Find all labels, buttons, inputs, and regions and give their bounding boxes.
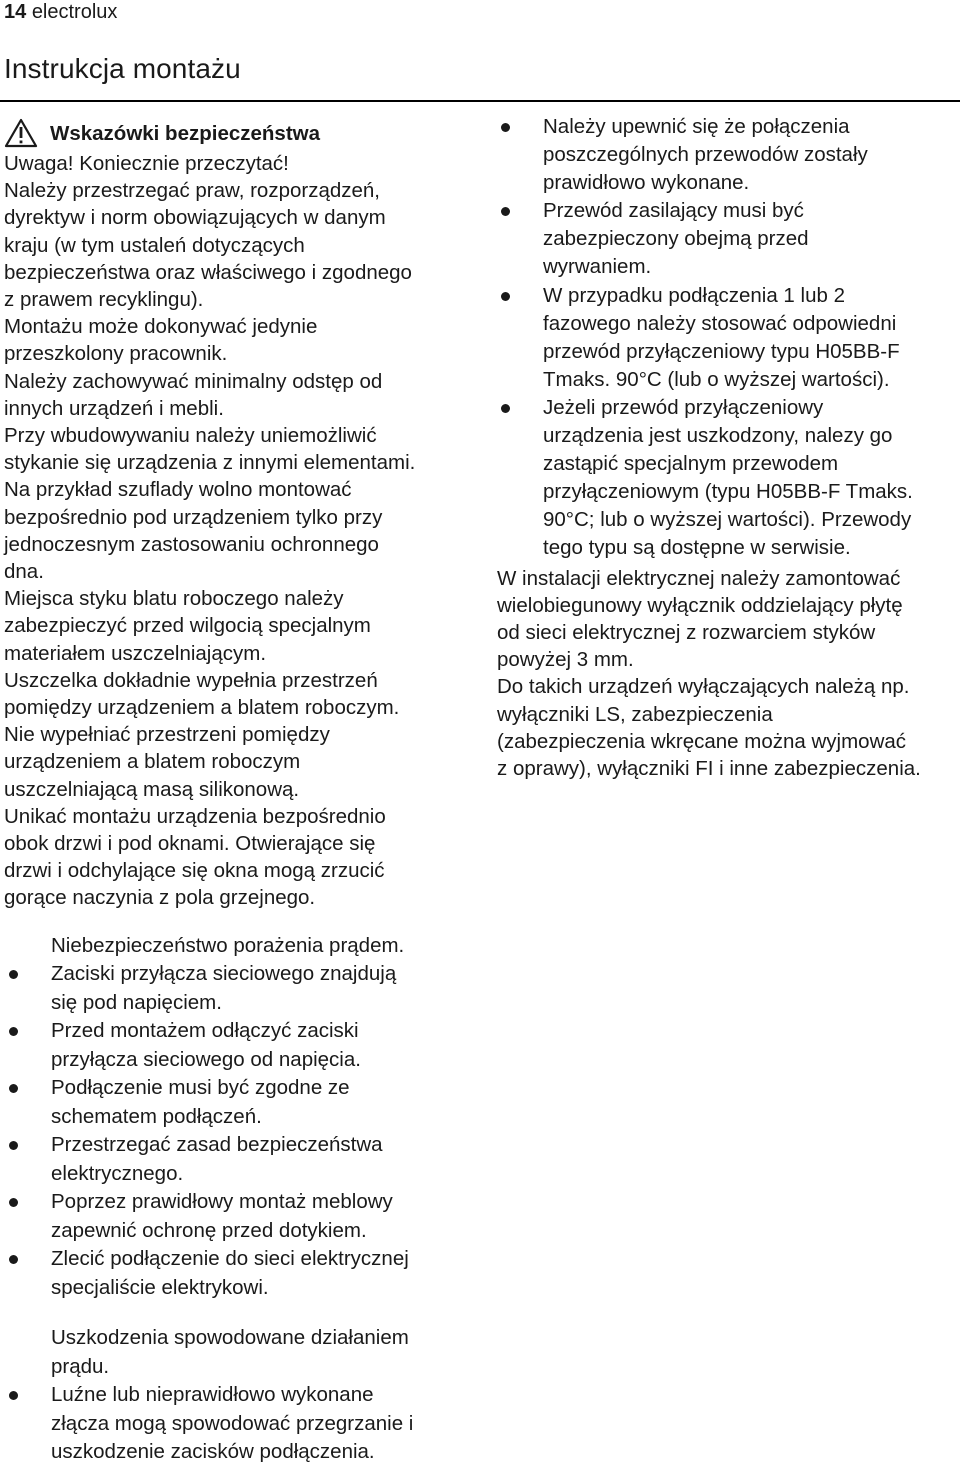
damage-danger-block (4, 1324, 474, 1467)
list-item-text: Przestrzegać zasad bezpieczeństwa elektrycznego. (51, 1133, 383, 1185)
bullet-icon (9, 970, 18, 979)
list-item-text: Poprzez prawidłowy montaż meblowy zapewnić ochronę przed dotykiem. (51, 1190, 393, 1242)
damage-danger-heading: Uszkodzenia spowodowane działaniem prądu. (51, 1326, 409, 1378)
electric-danger-list (51, 960, 474, 1302)
bullet-icon (9, 1198, 18, 1207)
bullet-icon (9, 1084, 18, 1093)
list-item (543, 282, 960, 394)
list-item-text: Luźne lub nieprawidłowo wykonane złącza mogą spowodować przegrzanie i uszkodzenie zacisków podłączenia. (51, 1383, 414, 1464)
list-item (543, 394, 960, 563)
safety-heading-text: Wskazówki bezpieczeństwa (50, 122, 321, 145)
list-item-text: Należy upewnić się że połączenia poszczególnych przewodów zostały prawidłowo wykonane. (543, 115, 868, 195)
list-item (543, 113, 960, 197)
bullet-icon (501, 123, 510, 132)
list-item (51, 960, 474, 1017)
list-item (51, 1017, 474, 1074)
bullet-icon (9, 1027, 18, 1036)
list-item (51, 1245, 474, 1302)
list-item-text: W przypadku podłączenia 1 lub 2 fazowego należy stosować odpowiedni przewód przyłączeniowy typu H05BB-F Tmaks. 90°C (lub o wyższej wartości). (543, 283, 900, 391)
list-item (51, 1381, 474, 1467)
list-item (543, 197, 960, 281)
list-item-text: Przed montażem odłączyć zaciski przyłącza sieciowego od napięcia. (51, 1019, 361, 1071)
page-title: Instrukcja montażu (4, 53, 241, 84)
right-column (497, 113, 960, 782)
warning-triangle-icon (4, 118, 38, 148)
page-number: 14 (4, 1, 27, 23)
list-item-text: Podłączenie musi być zgodne ze schematem podłączeń. (51, 1076, 350, 1128)
list-item-text: Zlecić podłączenie do sieci elektrycznej specjaliście elektrykowi. (51, 1247, 409, 1299)
left-column (4, 120, 474, 1467)
damage-danger-list (51, 1381, 474, 1467)
list-item (51, 1188, 474, 1245)
bullet-icon (9, 1141, 18, 1150)
list-item (51, 1074, 474, 1131)
safety-paragraph: Uwaga! Koniecznie przeczytać! Należy przestrzegać praw, rozporządzeń, dyrektyw i norm obowiązujących w danym kraju (w tym ustaleń dotyczących bezpieczeństwa oraz właściwego i zgodnego z prawem recyklingu). Montażu może dokonywać jedynie przeszkolony pracownik. Należy zachowywać minimalny odstęp od innych urządzeń i mebli. Przy wbudowywaniu należy uniemożliwić stykanie się urządzenia z innymi elementami. Na przykład szuflady wolno montować bezpośrednio pod urządzeniem tylko przy jednoczesnym zastosowaniu ochronnego dna. Miejsca styku blatu roboczego należy zabezpieczyć przed wilgocią specjalnym materiałem uszczelniającym. Uszczelka dokładnie wypełnia przestrzeń pomiędzy urządzeniem a blatem roboczym. Nie wypełniać przestrzeni pomiędzy urządzeniem a blatem roboczym uszczelniającą masą silikonową. Unikać montażu urządzenia bezpośrednio obok drzwi i pod oknami. Otwierające się drzwi i odchylające się okna mogą zrzucić gorące naczynia z pola grzejnego. (4, 152, 416, 910)
title-divider (0, 100, 960, 102)
electric-danger-block (4, 932, 474, 1303)
safety-heading (4, 120, 474, 150)
brand-name: electrolux (31, 1, 118, 23)
list-item-text: Przewód zasilający musi być zabezpieczony obejmą przed wyrwaniem. (543, 199, 809, 279)
bullet-icon (501, 404, 510, 413)
list-item (51, 1131, 474, 1188)
bullet-icon (9, 1255, 18, 1264)
bullet-icon (501, 207, 510, 216)
connection-list (497, 113, 960, 563)
electric-danger-heading: Niebezpieczeństwo porażenia prądem. (51, 933, 405, 957)
bullet-icon (9, 1391, 18, 1400)
list-item-text: Jeżeli przewód przyłączeniowy urządzenia jest uszkodzony, nalezy go zastąpić specjalnym przewodem przyłączeniowym (typu H05BB-F Tmaks. 90°C; lub o wyższej wartości). Przewody tego typu są dostępne w serwisie. (543, 395, 913, 560)
list-item-text: Zaciski przyłącza sieciowego znajdują się pod napięciem. (51, 962, 397, 1014)
installation-paragraph: W instalacji elektrycznej należy zamontować wielobiegunowy wyłącznik oddzielający płytę od sieci elektrycznej z rozwarciem styków powyżej 3 mm. Do takich urządzeń wyłączających należą np. wyłączniki LS, zabezpieczenia (zabezpieczenia wkręcane można wyjmować z oprawy), wyłączniki FI i inne zabezpieczenia. (497, 566, 921, 780)
page-header (4, 0, 117, 24)
bullet-icon (501, 292, 510, 301)
